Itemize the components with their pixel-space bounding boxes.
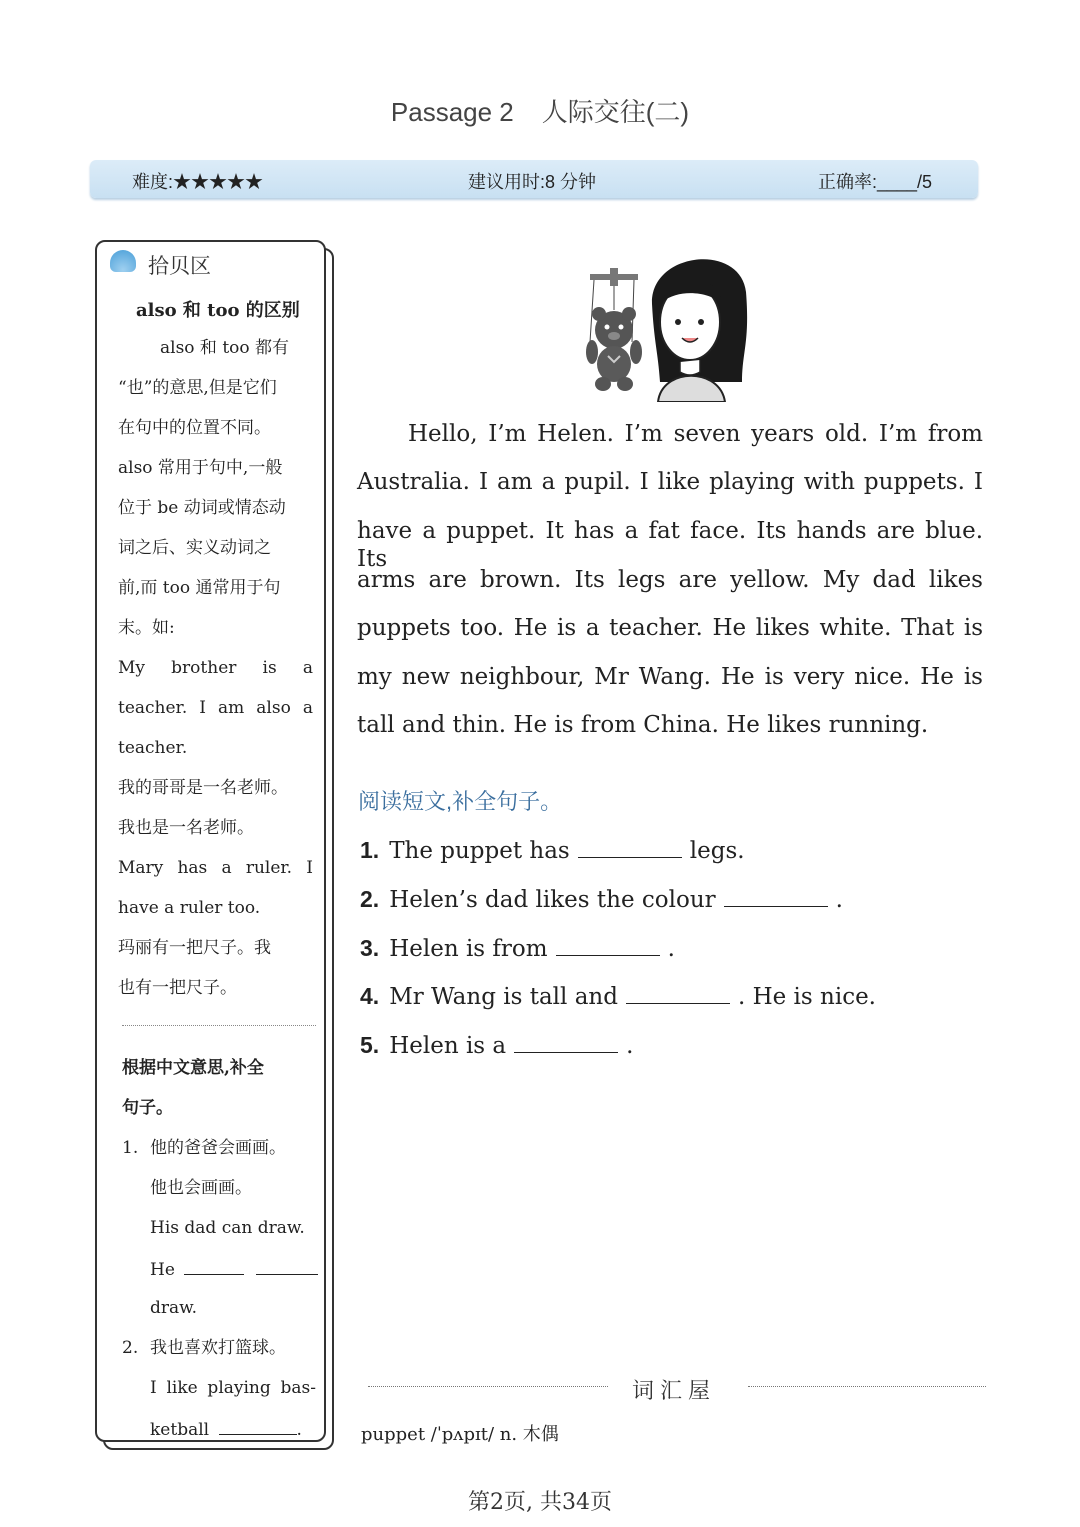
passage-line: Australia. I am a pupil. I like playing with puppets. I: [357, 469, 983, 495]
sidebar-subheading: also 和 too 的区别: [136, 300, 300, 321]
passage-line: tall and thin. He is from China. He likes running.: [357, 712, 929, 738]
exercise-english: I like playing bas-: [150, 1378, 316, 1398]
passage-line: puppets too. He is a teacher. He likes white. That is: [357, 615, 983, 641]
answer-blank[interactable]: [219, 1418, 297, 1435]
exercise-english: ketball: [150, 1420, 210, 1440]
sidebar-line: “也”的意思,但是它们: [118, 378, 277, 398]
exercise-number: 1.: [122, 1138, 139, 1158]
sidebar-line: 位于 be 动词或情态动: [118, 498, 286, 518]
question-number: 4.: [360, 983, 380, 1009]
sidebar-line: 玛丽有一把尺子。我: [118, 938, 271, 958]
question-text: legs.: [689, 838, 745, 864]
question-text: Helen is a: [389, 1033, 507, 1059]
passage-line: arms are brown. Its legs are yellow. My dad likes: [357, 567, 983, 593]
sidebar-line: 在句中的位置不同。: [118, 418, 271, 438]
sidebar-line: teacher. I am also a: [118, 698, 313, 718]
passage-topic: 人际交往(二): [541, 97, 690, 127]
exercise-answer-line: [150, 1418, 320, 1440]
questions-heading: 阅读短文,补全句子。: [358, 789, 563, 814]
sidebar-line: 末。如:: [118, 618, 175, 638]
question-text: Mr Wang is tall and: [389, 984, 618, 1010]
question-item: [360, 885, 843, 914]
vocab-title: 词汇屋: [632, 1378, 717, 1403]
info-bar: [90, 160, 978, 198]
difficulty-rating: 难度:★★★★★: [132, 172, 264, 192]
question-text: .: [626, 1033, 634, 1059]
question-text: .: [835, 887, 843, 913]
passage-number: Passage 2: [390, 97, 514, 127]
vocab-divider-left: [368, 1386, 608, 1387]
sidebar-line: 前,而 too 通常用于句: [118, 578, 281, 598]
exercise-english: draw.: [150, 1298, 198, 1318]
sidebar-line: Mary has a ruler. I: [118, 858, 313, 878]
question-number: 5.: [360, 1032, 380, 1058]
question-number: 2.: [360, 886, 380, 912]
exercise-english: His dad can draw.: [150, 1218, 305, 1238]
question-item: [360, 982, 876, 1011]
question-number: 1.: [360, 837, 380, 863]
sidebar-line: also 和 too 都有: [160, 338, 290, 358]
answer-blank[interactable]: [514, 1034, 618, 1053]
answer-blank[interactable]: [578, 839, 682, 858]
question-number: 3.: [360, 935, 380, 961]
sidebar-line: 也有一把尺子。: [118, 978, 237, 998]
exercise-number: 2.: [122, 1338, 139, 1358]
question-text: .: [667, 936, 675, 962]
page-number: 第2页, 共34页: [468, 1490, 612, 1515]
accuracy-score: 正确率:____/5: [818, 172, 933, 192]
exercise-english: .: [296, 1420, 302, 1440]
vocab-divider-right: [748, 1386, 986, 1387]
question-text: Helen is from: [389, 936, 548, 962]
sidebar-line: My brother is a: [118, 658, 313, 678]
exercise-chinese: 他的爸爸会画画。: [150, 1138, 286, 1158]
sidebar-heading: 拾贝区: [148, 255, 211, 278]
exercise-chinese: 我也喜欢打篮球。: [150, 1338, 286, 1358]
answer-blank[interactable]: [184, 1258, 244, 1275]
vocab-entry: puppet /ˈpʌpɪt/ n. 木偶: [361, 1424, 559, 1445]
page-title: [0, 92, 1080, 129]
answer-blank[interactable]: [626, 985, 730, 1004]
question-text: . He is nice.: [737, 984, 876, 1010]
shell-icon: [110, 250, 136, 272]
sidebar-line: have a ruler too.: [118, 898, 261, 918]
suggested-time: 建议用时:8 分钟: [468, 172, 597, 192]
sidebar-line: 我的哥哥是一名老师。: [118, 778, 288, 798]
sidebar-line: teacher.: [118, 738, 188, 758]
helen-puppet-illustration: [570, 232, 760, 402]
passage-line: my new neighbour, Mr Wang. He is very nice. He is: [357, 664, 983, 690]
sidebar-divider: [122, 1025, 316, 1026]
question-item: [360, 934, 675, 963]
exercise-title: 句子。: [122, 1098, 173, 1118]
passage-line: have a puppet. It has a fat face. Its hands are blue. Its: [357, 518, 983, 572]
sidebar-line: 我也是一名老师。: [118, 818, 254, 838]
question-item: [360, 836, 745, 865]
question-text: The puppet has: [389, 838, 570, 864]
passage-line: Hello, I’m Helen. I’m seven years old. I’m from: [408, 421, 983, 447]
girl-icon: [652, 259, 747, 402]
sidebar-line: also 常用于句中,一般: [118, 458, 283, 478]
answer-blank[interactable]: [556, 937, 660, 956]
puppet-icon: [586, 268, 642, 391]
exercise-english: He: [150, 1260, 175, 1280]
answer-blank[interactable]: [724, 888, 828, 907]
exercise-answer-line: [150, 1258, 320, 1280]
sidebar-line: 词之后、实义动词之: [118, 538, 271, 558]
exercise-chinese: 他也会画画。: [150, 1178, 252, 1198]
question-item: [360, 1031, 633, 1060]
question-text: Helen’s dad likes the colour: [389, 887, 716, 913]
exercise-title: 根据中文意思,补全: [122, 1058, 264, 1078]
answer-blank[interactable]: [256, 1258, 318, 1275]
